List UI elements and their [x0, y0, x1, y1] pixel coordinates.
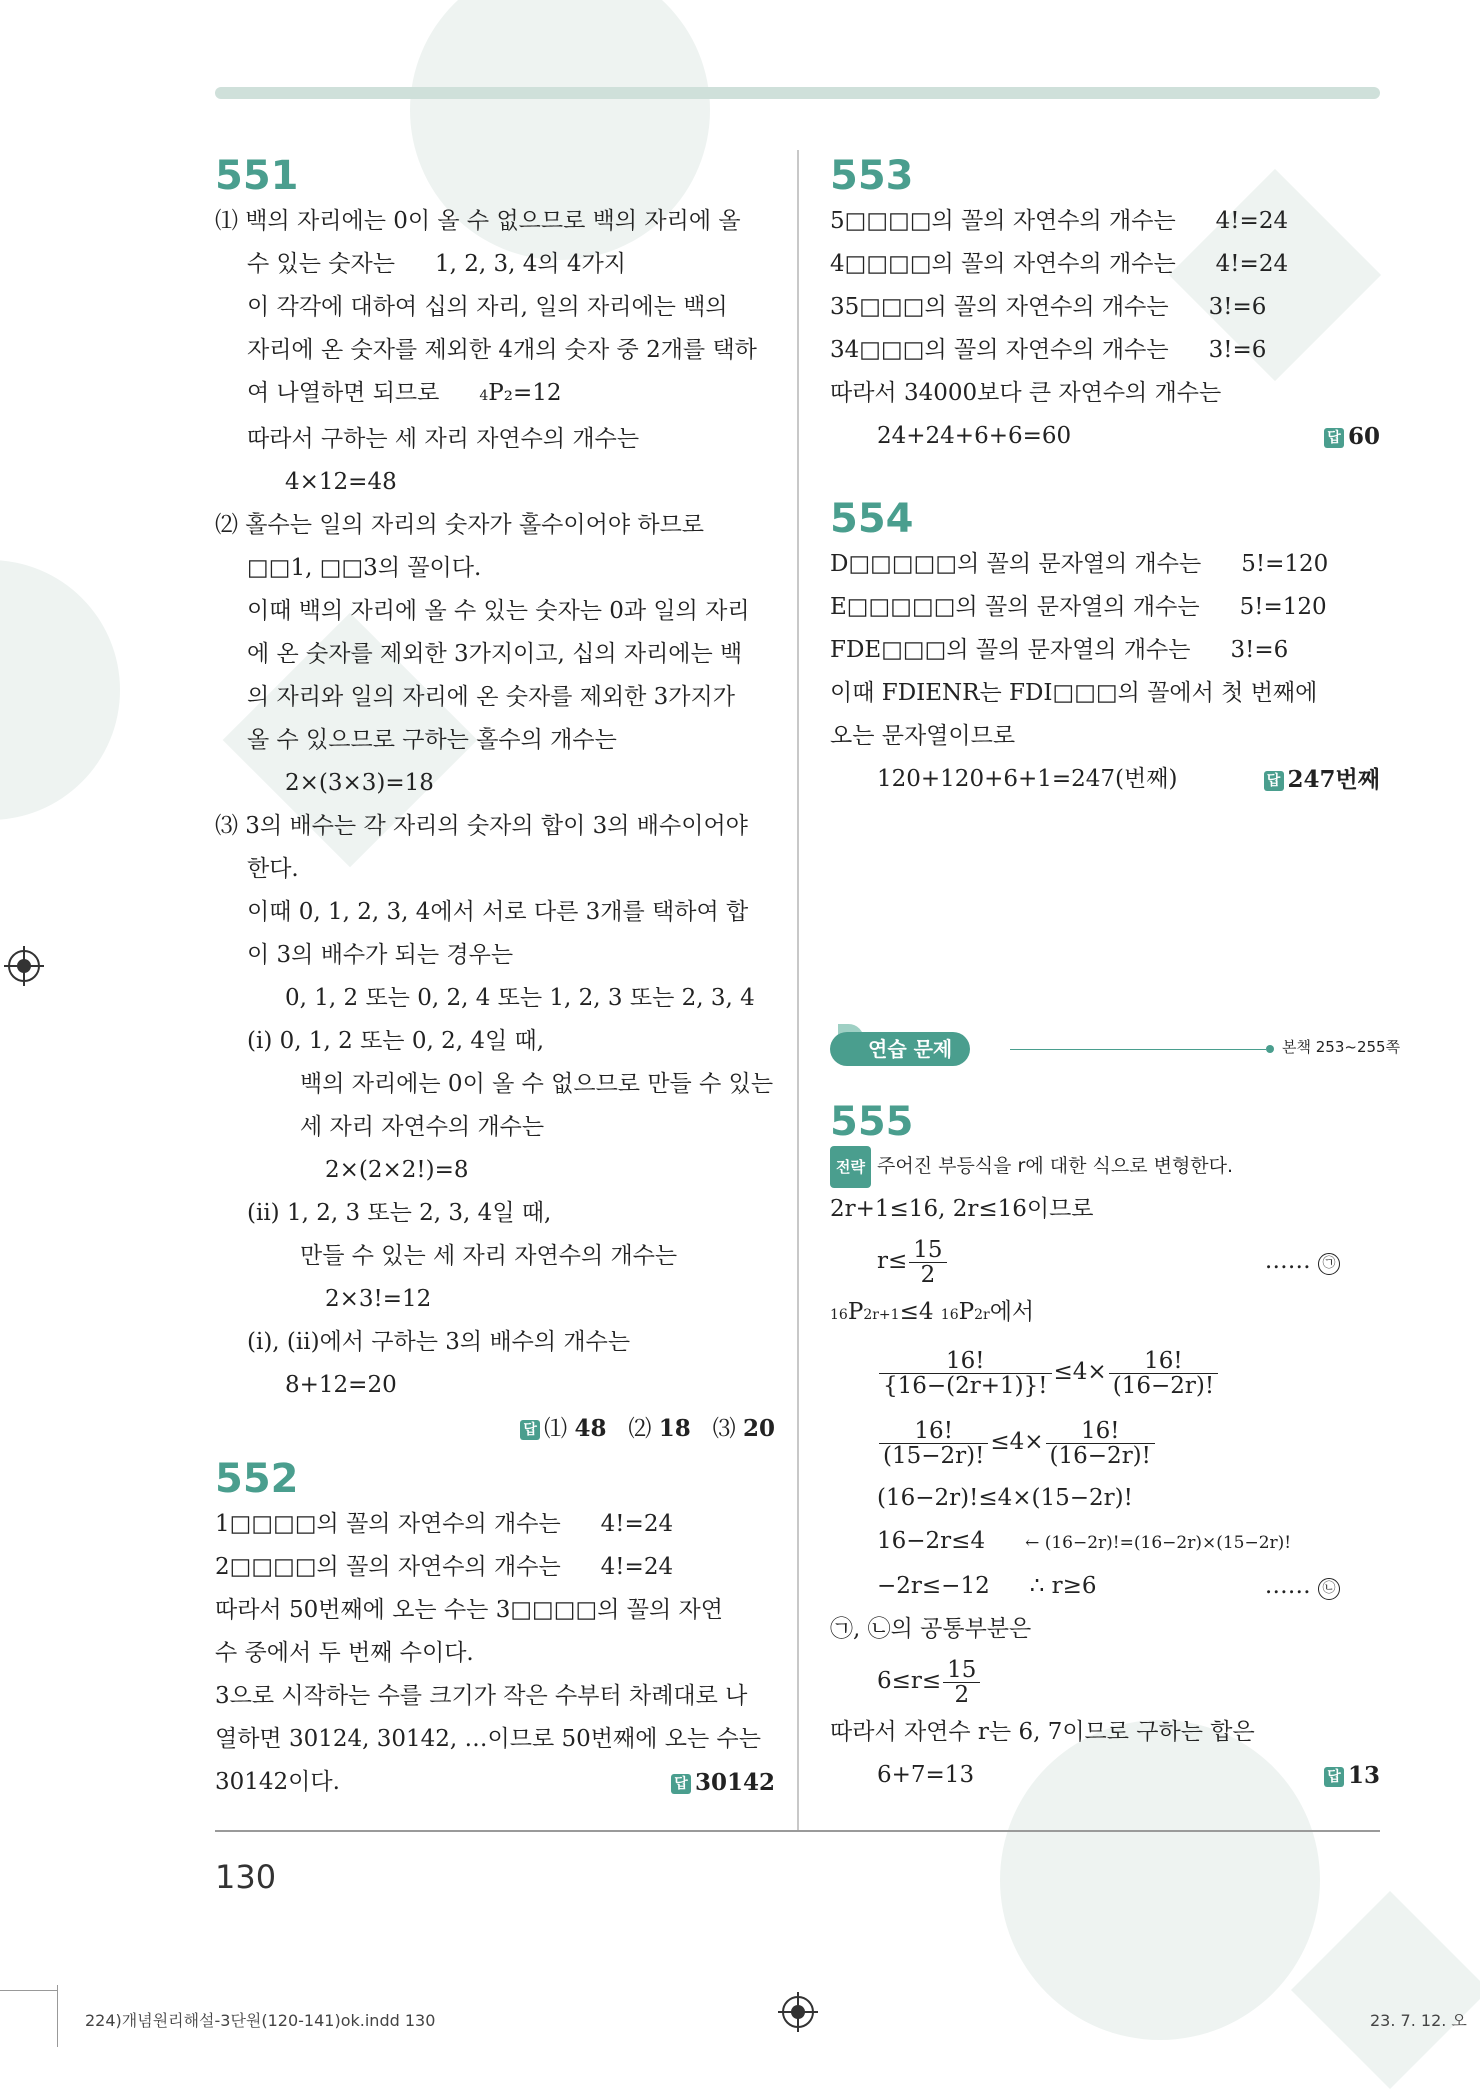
p555-line: 2r+1≤16, 2r≤16이므로: [830, 1196, 1094, 1222]
p555-line: (16−2r)!≤4×(15−2r)!: [877, 1485, 1133, 1511]
p555-line: 16−2r≤4 ← (16−2r)!=(16−2r)×(15−2r)!: [877, 1528, 1292, 1554]
p551-line: 이때 백의 자리에 올 수 있는 숫자는 0과 일의 자리: [247, 598, 750, 624]
p551-line: 이 각각에 대하여 십의 자리, 일의 자리에는 백의: [247, 294, 728, 320]
p551-line: 4×12=48: [285, 469, 397, 495]
p552-line: 따라서 50번째에 오는 수는 3□□□□의 꼴의 자연: [215, 1597, 723, 1623]
p555-line: 따라서 자연수 r는 6, 7이므로 구하는 합은: [830, 1719, 1255, 1745]
answer-badge: 답: [1264, 771, 1284, 791]
p553-line: 4□□□□의 꼴의 자연수의 개수는 4!=24: [830, 251, 1289, 277]
p551-line: 2×3!=12: [325, 1286, 432, 1312]
p551-line: 의 자리와 일의 자리에 온 숫자를 제외한 3가지가: [247, 684, 735, 710]
p551-answer: 답 ⑴ 48 ⑵ 18 ⑶ 20: [215, 1407, 775, 1451]
practice-section-header: [830, 1030, 1401, 1070]
bottom-rule: [215, 1830, 1380, 1832]
p553-line: 따라서 34000보다 큰 자연수의 개수는: [830, 380, 1222, 406]
p551-line: ⑴ 백의 자리에는 0이 올 수 없으므로 백의 자리에 올: [215, 208, 741, 234]
registration-mark-icon: [782, 1996, 814, 2028]
watermark-circle: [0, 560, 120, 820]
p552-line: 열하면 30124, 30142, …이므로 50번째에 오는 수는: [215, 1726, 761, 1752]
p555-line: 6+7=13 답 13: [877, 1762, 1380, 1789]
p554-line: D□□□□□의 꼴의 문자열의 개수는 5!=120: [830, 551, 1329, 577]
p551-line: 8+12=20: [285, 1372, 397, 1398]
p553-line: 34□□□의 꼴의 자연수의 개수는 3!=6: [830, 337, 1267, 363]
p553-line: 5□□□□의 꼴의 자연수의 개수는 4!=24: [830, 208, 1289, 234]
p551-line: 한다.: [247, 856, 299, 882]
p552-line: 3으로 시작하는 수를 크기가 작은 수부터 차례대로 나: [215, 1683, 748, 1709]
p551-line: 0, 1, 2 또는 0, 2, 4 또는 1, 2, 3 또는 2, 3, 4: [285, 985, 755, 1011]
p552-line: 1□□□□의 꼴의 자연수의 개수는 4!=24: [215, 1511, 674, 1537]
p551-line: 에 온 숫자를 제외한 3가지이고, 십의 자리에는 백: [247, 641, 743, 667]
bullet-icon: [1266, 1045, 1274, 1053]
p551-line: ⑵ 홀수는 일의 자리의 숫자가 홀수이어야 하므로: [215, 512, 705, 538]
p551-line: □□1, □□3의 꼴이다.: [247, 555, 482, 581]
problem-552-number: 552: [215, 1456, 299, 1502]
p554-line: 오는 문자열이므로: [830, 723, 1016, 749]
p553-line: 24+24+6+6=60 답 60: [877, 423, 1380, 450]
problem-554-number: 554: [830, 496, 914, 542]
textbook-reference: 본책 253~255쪽: [1282, 1038, 1401, 1056]
p551-line: 백의 자리에는 0이 올 수 없으므로 만들 수 있는: [300, 1071, 774, 1097]
strategy-badge: 전략: [830, 1146, 871, 1188]
answer-badge: 답: [1324, 428, 1344, 448]
p551-line: 이때 0, 1, 2, 3, 4에서 서로 다른 3개를 택하여 합: [247, 899, 749, 925]
watermark-shape: [1291, 1891, 1480, 2089]
problem-553-number: 553: [830, 153, 914, 199]
p551-line: 만들 수 있는 세 자리 자연수의 개수는: [300, 1243, 678, 1269]
registration-mark-icon: [8, 950, 40, 982]
practice-rule: [1010, 1049, 1266, 1050]
p551-line: 수 있는 숫자는 1, 2, 3, 4의 4가지: [247, 251, 626, 277]
p551-line: 2×(2×2!)=8: [325, 1157, 469, 1183]
crop-mark: [57, 1985, 58, 2047]
p552-line: 수 중에서 두 번째 수이다.: [215, 1640, 474, 1666]
right-column: [830, 152, 1380, 802]
problem-551-number: 551: [215, 153, 299, 199]
strategy-line: 전략 주어진 부등식을 r에 대한 식으로 변형한다.: [830, 1146, 1380, 1188]
p555-line: $\frac{16!}{(15-2r)!}$ ≤4× $\frac{16!}{(16-2r)!}$: [830, 1407, 1380, 1477]
p554-line: FDE□□□의 꼴의 문자열의 개수는 3!=6: [830, 637, 1289, 663]
answer-badge: 답: [520, 1420, 540, 1440]
column-divider: [797, 150, 799, 1830]
p555-line: 6≤r≤ $\frac{15}{2}$: [830, 1651, 1380, 1711]
p555-line: −2r≤−12 ∴ r≥6 …… ㉡: [830, 1565, 1380, 1608]
p555-line: $\frac{16!}{\{16-(2r+1)\}!}$ ≤4× $\frac{16!}{(16-2r)!}$: [830, 1337, 1380, 1407]
p551-line: 여 나열하면 되므로 4P₂=12: [247, 380, 562, 406]
p552-line: 30142이다. 답 30142: [215, 1769, 775, 1796]
left-column: [215, 152, 775, 1805]
answer-badge: 답: [1324, 1767, 1344, 1787]
p553-line: 35□□□의 꼴의 자연수의 개수는 3!=6: [830, 294, 1267, 320]
circled-mark: ㉠: [1318, 1253, 1340, 1275]
page-number: 130: [215, 1858, 277, 1896]
p554-line: E□□□□□의 꼴의 문자열의 개수는 5!=120: [830, 594, 1327, 620]
p555-line: r≤ $\frac{15}{2}$ …… ㉠: [830, 1231, 1380, 1291]
crop-mark: [0, 1990, 57, 1991]
p551-line: 이 3의 배수가 되는 경우는: [247, 942, 514, 968]
p551-line: 자리에 온 숫자를 제외한 4개의 숫자 중 2개를 택하: [247, 337, 757, 363]
answer-badge: 답: [671, 1774, 691, 1794]
p551-line: 따라서 구하는 세 자리 자연수의 개수는: [247, 426, 640, 452]
footer-filename: 224)개념원리해설-3단원(120-141)ok.indd 130: [85, 2011, 436, 2030]
p551-line: 세 자리 자연수의 개수는: [300, 1114, 545, 1140]
p551-line: (ⅰ), (ⅱ)에서 구하는 3의 배수의 개수는: [247, 1329, 631, 1355]
top-bar: [215, 87, 1380, 99]
p552-line: 2□□□□의 꼴의 자연수의 개수는 4!=24: [215, 1554, 674, 1580]
p555-line: ㉠, ㉡의 공통부분은: [830, 1616, 1032, 1642]
p551-line: ⑶ 3의 배수는 각 자리의 숫자의 합이 3의 배수이어야: [215, 813, 748, 839]
p551-line: 올 수 있으므로 구하는 홀수의 개수는: [247, 727, 617, 753]
p551-line: (ⅱ) 1, 2, 3 또는 2, 3, 4일 때,: [247, 1200, 552, 1226]
p554-line: 120+120+6+1=247(번째) 답 247번째: [877, 766, 1380, 793]
p551-line: (ⅰ) 0, 1, 2 또는 0, 2, 4일 때,: [247, 1028, 545, 1054]
problem-555: [830, 1098, 1380, 1798]
practice-title: 연습 문제: [830, 1032, 970, 1066]
p551-line: 2×(3×3)=18: [285, 770, 434, 796]
p554-line: 이때 FDIENR는 FDI□□□의 꼴에서 첫 번째에: [830, 680, 1318, 706]
p555-line: 16P2r+1≤4 16P2r에서: [830, 1299, 1035, 1325]
circled-mark: ㉡: [1318, 1578, 1340, 1600]
problem-555-number: 555: [830, 1099, 914, 1145]
footer-date: 23. 7. 12. 오: [1370, 2011, 1467, 2030]
